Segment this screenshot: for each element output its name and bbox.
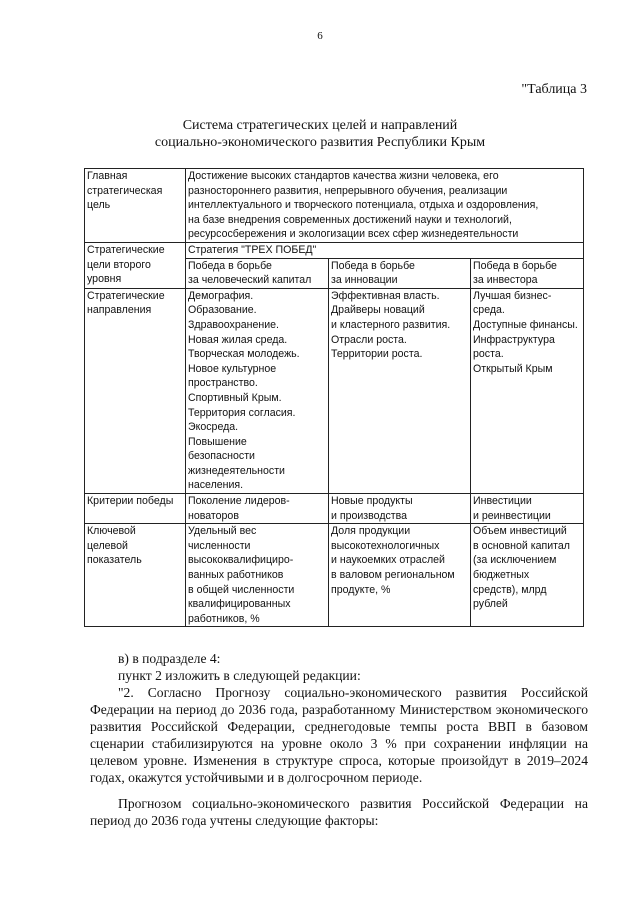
directions-human-capital: Демография. Образование. Здравоохранение. Новая жилая среда. Творческая молодежь. Новое культурное пространство. Спортивный Крым. Территория согласия. Экосреда. Повышение безопасности жизнедеятельности населения.	[186, 288, 329, 493]
table-label: "Таблица 3	[521, 82, 587, 97]
paragraph-forecast: "2. Согласно Прогнозу социально-экономического развития Российской Федерации на период до 2036 года, разработанному Министерством экономического развития Российской Федерации, среднегодовые темпы роста ВВП в базовом сценарии стабилизируются на уровне около 3 % при сохранении инфляции на целевом уровне. Изменения в структуре спроса, которые произойдут в 2019–2024 годах, окажутся устойчивыми и в долгосрочном периоде.	[90, 685, 588, 785]
paragraph-factors: Прогнозом социально-экономического развития Российской Федерации на период до 2036 года учтены следующие факторы:	[90, 796, 588, 828]
criteria-human-capital: Поколение лидеров- новаторов	[186, 494, 329, 524]
table-title-line-2: социально-экономического развития Республики Крым	[154, 135, 486, 150]
paragraph-item: пункт 2 изложить в следующей редакции:	[118, 668, 361, 683]
strategy-table	[84, 168, 584, 627]
page-number: 6	[317, 30, 323, 42]
main-goal-text: Достижение высоких стандартов качества жизни человека, его разностороннего развития, непрерывного обучения, реализации интеллектуального и творческого потенциала, отдыха и оздоровления, на базе внедрения современных достижений науки и технологий, ресурсосбережения и экологизации всех сфер жизнедеятельности	[186, 169, 584, 243]
criteria-label: Критерии победы	[85, 494, 186, 524]
second-level-label: Стратегические цели второго уровня	[85, 242, 186, 288]
indicator-label: Ключевой целевой показатель	[85, 524, 186, 627]
table-title	[0, 117, 640, 151]
body-text	[90, 650, 588, 829]
criteria-investor: Инвестиции и реинвестиции	[471, 494, 584, 524]
indicator-investor: Объем инвестиций в основной капитал (за исключением бюджетных средств), млрд рублей	[471, 524, 584, 627]
criteria-innovation: Новые продукты и производства	[329, 494, 471, 524]
row-second-level-strategy	[85, 242, 584, 258]
row-indicator	[85, 524, 584, 627]
main-goal-label: Главная стратегическая цель	[85, 169, 186, 243]
paragraph-subsection: в) в подразделе 4:	[118, 651, 221, 666]
indicator-human-capital: Удельный вес численности высококвалифициро- ванных работников в общей численности квалифицированных работников, %	[186, 524, 329, 627]
goal-human-capital: Победа в борьбе за человеческий капитал	[186, 258, 329, 288]
row-main-goal	[85, 169, 584, 243]
row-directions	[85, 288, 584, 493]
goal-innovation: Победа в борьбе за инновации	[329, 258, 471, 288]
directions-innovation: Эффективная власть. Драйверы новаций и кластерного развития. Отрасли роста. Территории роста.	[329, 288, 471, 493]
indicator-innovation: Доля продукции высокотехнологичных и наукоемких отраслей в валовом региональном продукте, %	[329, 524, 471, 627]
directions-label: Стратегические направления	[85, 288, 186, 493]
row-criteria	[85, 494, 584, 524]
goal-investor: Победа в борьбе за инвестора	[471, 258, 584, 288]
directions-investor: Лучшая бизнес- среда. Доступные финансы. Инфраструктура роста. Открытый Крым	[471, 288, 584, 493]
table-title-line-1: Система стратегических целей и направлений	[182, 118, 458, 133]
strategy-name: Стратегия "ТРЕХ ПОБЕД"	[186, 242, 584, 258]
